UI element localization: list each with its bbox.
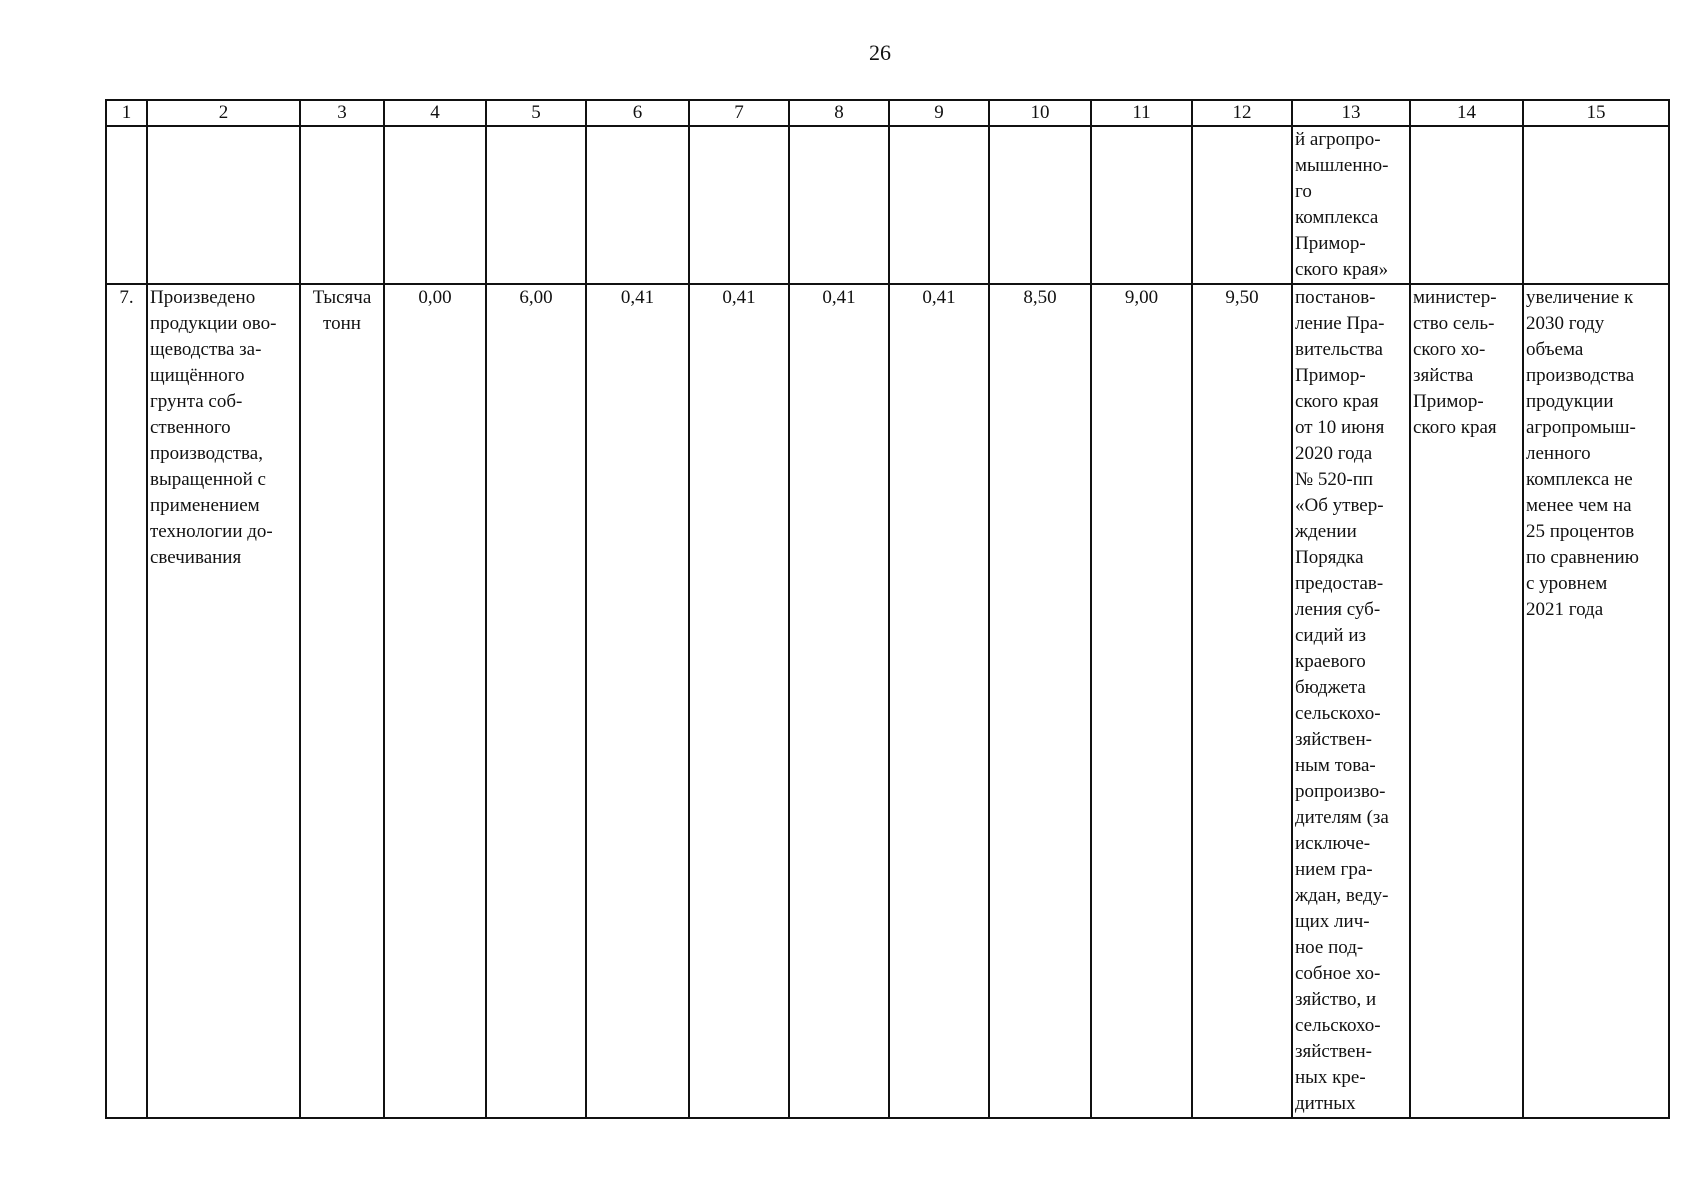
column-header: 14 — [1410, 100, 1523, 126]
column-header: 1 — [106, 100, 147, 126]
value-cell: 6,00 — [486, 284, 586, 1118]
row-number-cell: 7. — [106, 284, 147, 1118]
table-cell — [106, 126, 147, 284]
legal-basis-cell: постанов- ление Пра- вительства Примор- ского края от 10 июня 2020 года № 520-пп «Об утвер- ждении Порядка предостав- ления суб- сидий из краевого бюджета сельскохо- зяйствен- ным това- ропроизво- дителям (за исключе- нием гра- ждан, веду- щих лич- ное под- собное хо- зяйство, и сельскохо- зяйствен- ных кре- дитных — [1292, 284, 1410, 1118]
expected-result-cell: увеличение к 2030 году объема производства продукции агропромыш- ленного комплекса не менее чем на 25 процентов по сравнению с уровнем 2021 года — [1523, 284, 1669, 1118]
column-header: 15 — [1523, 100, 1669, 126]
table-cell — [147, 126, 300, 284]
column-header: 12 — [1192, 100, 1292, 126]
page-number: 26 — [869, 40, 891, 65]
table-cell — [1091, 126, 1192, 284]
value-cell: 0,41 — [689, 284, 789, 1118]
value-cell: 0,41 — [789, 284, 889, 1118]
table-cell — [889, 126, 989, 284]
table-cell — [1192, 126, 1292, 284]
table-cell — [586, 126, 689, 284]
table-cell — [1410, 126, 1523, 284]
value-cell: 9,50 — [1192, 284, 1292, 1118]
column-header: 11 — [1091, 100, 1192, 126]
table-cell — [789, 126, 889, 284]
legal-basis-cell: й агропро- мышленно- го комплекса Примор- ского края» — [1292, 126, 1410, 284]
column-header: 5 — [486, 100, 586, 126]
value-cell: 0,00 — [384, 284, 486, 1118]
table-row — [106, 284, 1669, 1118]
column-header: 4 — [384, 100, 486, 126]
table-cell — [486, 126, 586, 284]
table-cell — [689, 126, 789, 284]
value-cell: 8,50 — [989, 284, 1091, 1118]
data-table — [105, 99, 1670, 1119]
indicator-name-cell: Произведено продукции ово- щеводства за- щищённого грунта соб- ственного производства, выращенной с применением технологии до- свечивания — [147, 284, 300, 1118]
column-header: 6 — [586, 100, 689, 126]
column-header: 2 — [147, 100, 300, 126]
column-header: 3 — [300, 100, 384, 126]
table-cell — [1523, 126, 1669, 284]
column-header: 9 — [889, 100, 989, 126]
column-header: 7 — [689, 100, 789, 126]
column-header: 13 — [1292, 100, 1410, 126]
column-header: 8 — [789, 100, 889, 126]
value-cell: 0,41 — [889, 284, 989, 1118]
value-cell: 9,00 — [1091, 284, 1192, 1118]
responsible-executor-cell: министер- ство сель- ского хо- зяйства Примор- ского края — [1410, 284, 1523, 1118]
unit-cell: Тысяча тонн — [300, 284, 384, 1118]
table-cell — [384, 126, 486, 284]
value-cell: 0,41 — [586, 284, 689, 1118]
table-header-row — [106, 100, 1669, 126]
table-cell — [989, 126, 1091, 284]
table-row — [106, 126, 1669, 284]
column-header: 10 — [989, 100, 1091, 126]
table-cell — [300, 126, 384, 284]
